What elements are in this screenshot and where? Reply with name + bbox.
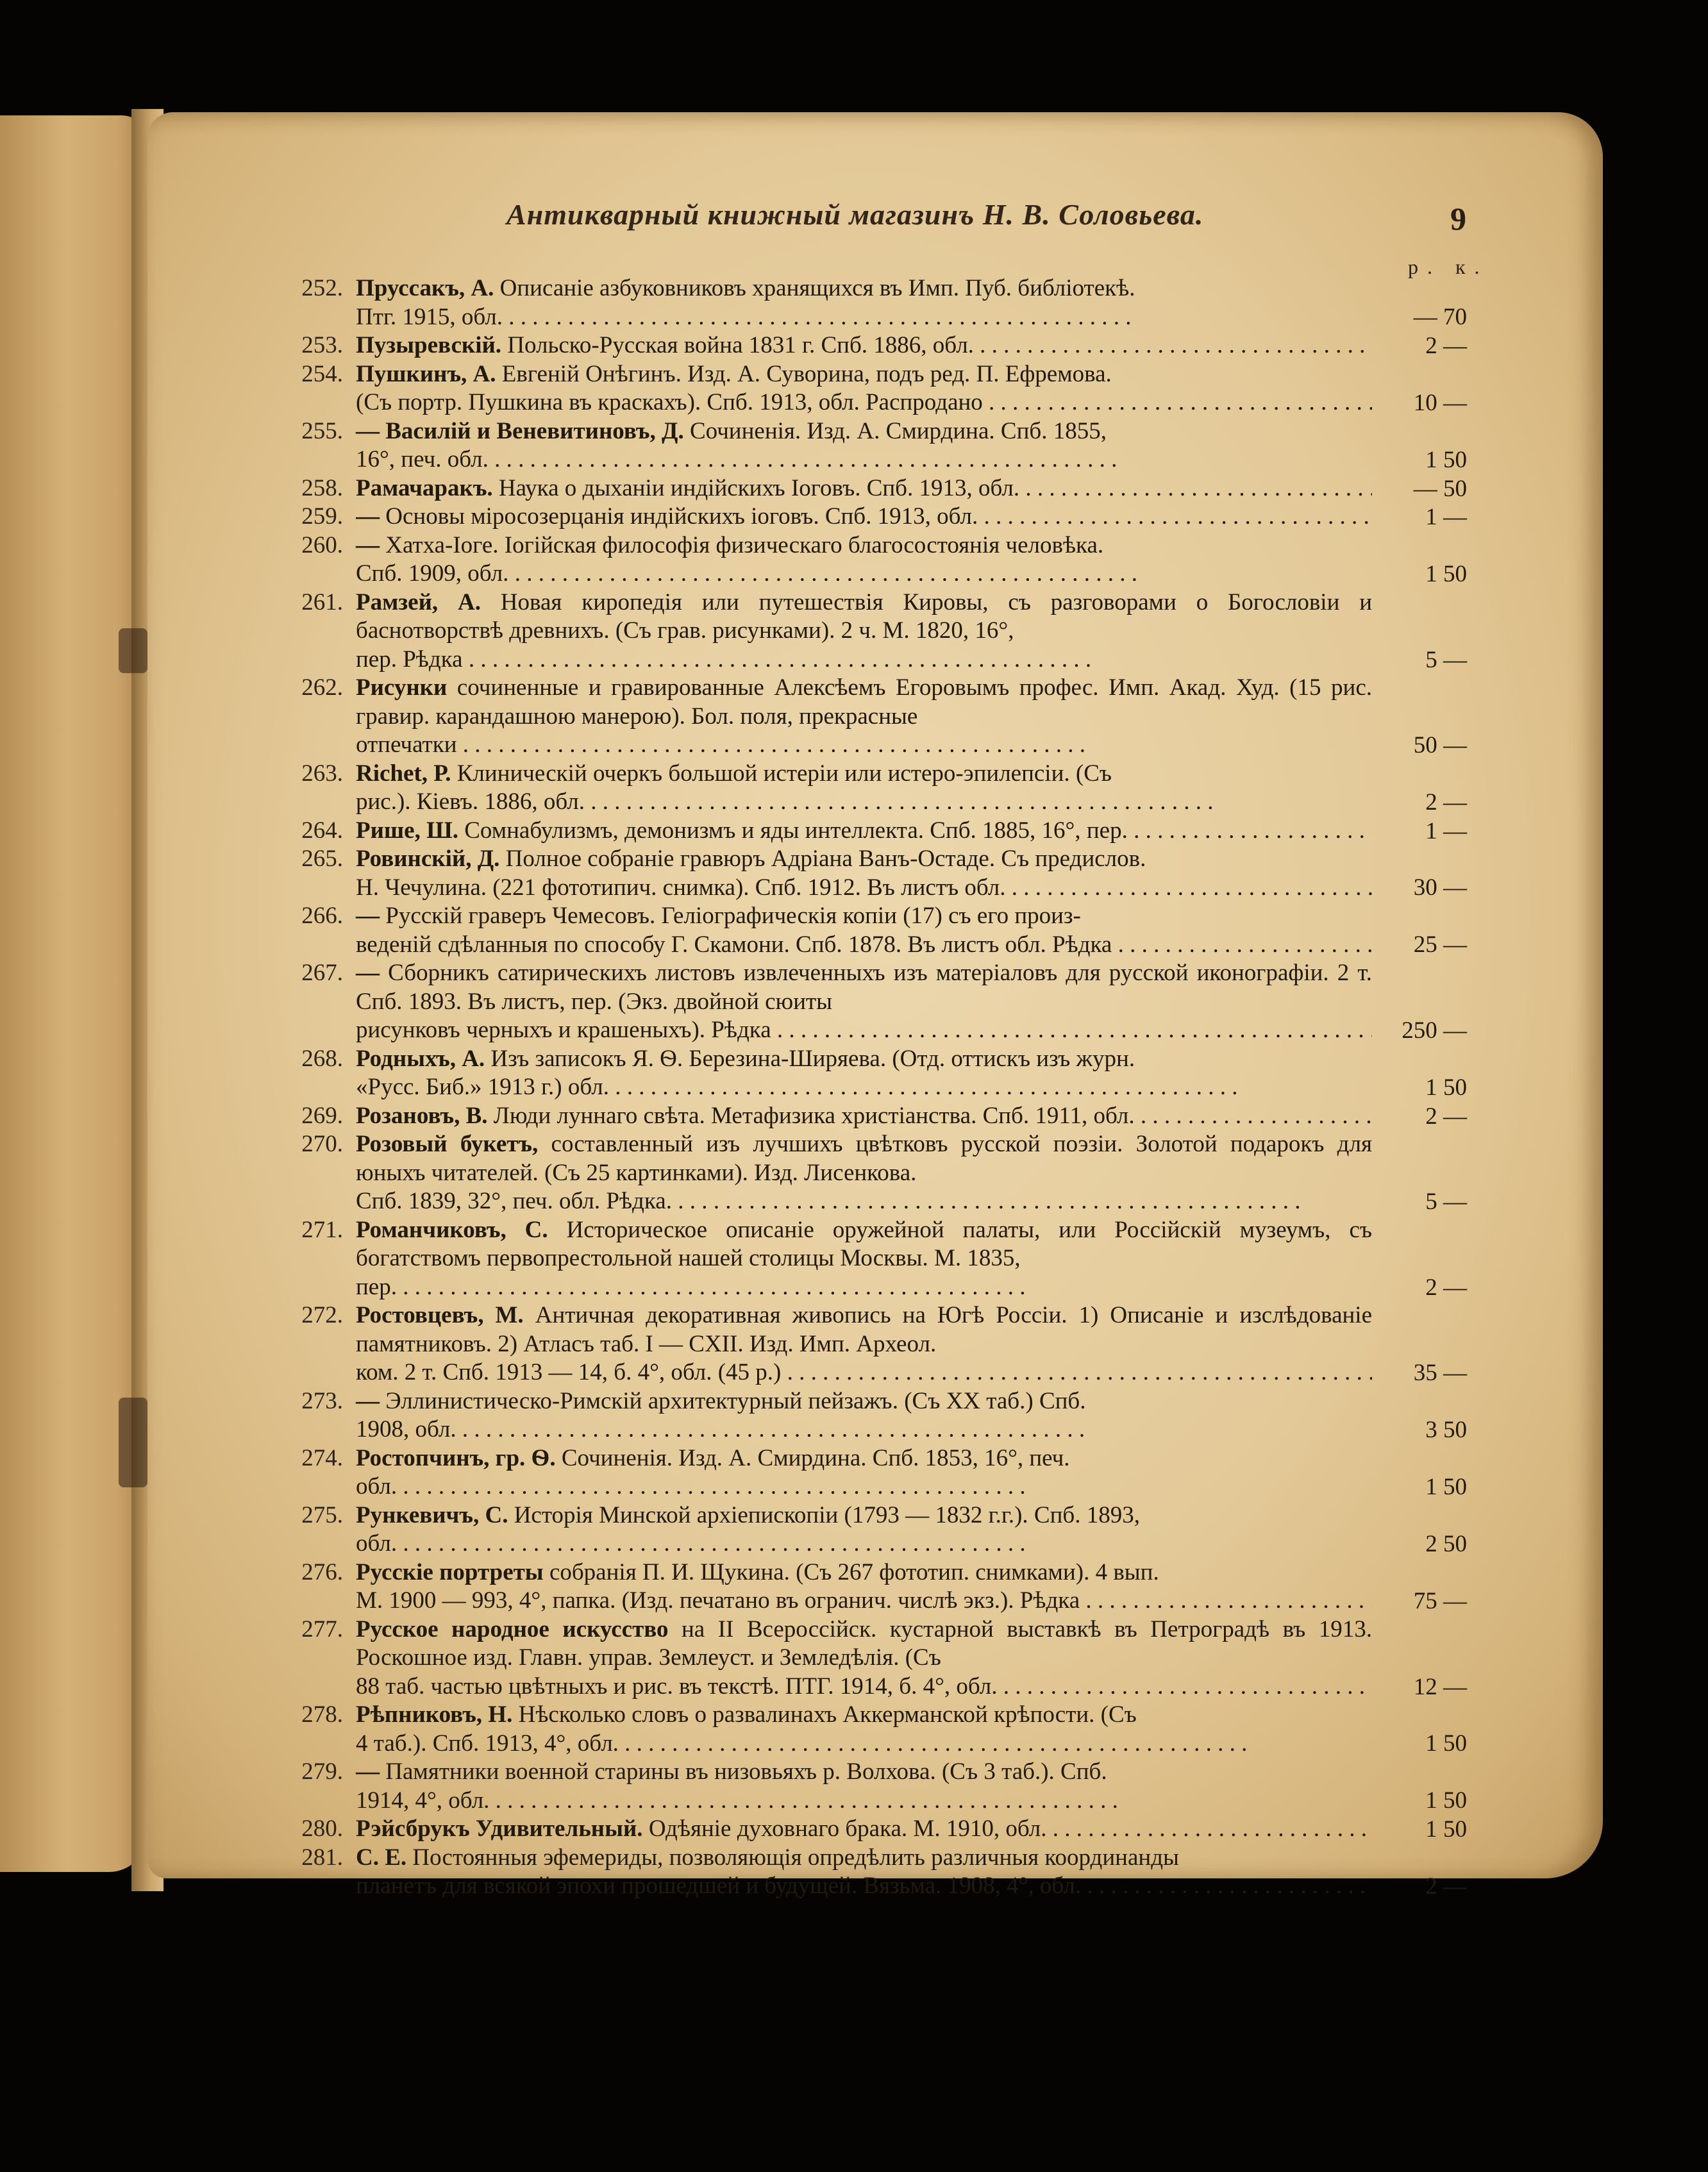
entry-author: Рамачаракъ.: [356, 474, 493, 501]
entry-description: [356, 360, 1372, 417]
entry-price: 5 —: [1425, 646, 1467, 673]
entry-text: Памятники военной старины въ низовьяхъ р. Волхова. (Съ 3 таб.). Спб.: [385, 1758, 1107, 1785]
entry-price: 10 —: [1413, 389, 1467, 416]
entry-number: 274.: [301, 1444, 343, 1471]
catalog-entry: [0, 1045, 1708, 1102]
entry-last-line: обл. . . .: [356, 1473, 1372, 1501]
entry-last-line: М. 1900 — 993, 4°, папка. (Изд. печатано въ огранич. числѣ экз.). Рѣдка . . .: [356, 1587, 1372, 1616]
catalog-entry: [0, 1701, 1708, 1758]
catalog-entry: [0, 1444, 1708, 1501]
entry-description: [356, 1216, 1372, 1302]
entry-number: 276.: [301, 1558, 343, 1585]
entry-number: 265.: [301, 846, 343, 872]
entry-description: [356, 760, 1372, 817]
entry-last-line: пер. . . .: [356, 1273, 1372, 1302]
entry-number: 259.: [301, 503, 343, 530]
entry-price: 1 50: [1425, 1816, 1467, 1842]
entry-author: Пузыревскій.: [356, 332, 502, 358]
entry-author: —: [356, 1387, 380, 1414]
entry-price: 50 —: [1413, 732, 1467, 758]
entry-description: [356, 902, 1372, 959]
entry-text: Новая киропедія или путешествія Кировы, съ разговорами о Богословіи и баснотворствѣ древнихъ. (Съ грав. рисунками). 2 ч. М. 1820, 16°,: [356, 589, 1372, 644]
entry-author: —: [356, 903, 380, 929]
entry-last-line: Основы міросозерцанія индійскихъ іоговъ. Спб. 1913, обл. . . .: [385, 503, 1372, 530]
entry-author: —: [356, 503, 380, 530]
entry-last-line: планетъ для всякой эпохи прошедшей и будущей. Вязьма. 1908, 4°, обл. . . .: [356, 1872, 1372, 1901]
entry-last-line: Наука о дыханіи индійскихъ Іоговъ. Спб. 1913, обл. . . .: [499, 475, 1372, 501]
entry-number: 278.: [301, 1701, 343, 1728]
entry-price: 1 50: [1425, 1787, 1467, 1814]
entry-description: [356, 1045, 1372, 1102]
entry-author: —: [356, 531, 380, 558]
catalog-entry: [0, 331, 1708, 360]
entry-author: С. Е.: [356, 1844, 407, 1871]
entry-author: Розовый букетъ,: [356, 1131, 539, 1157]
entry-description: [356, 474, 1372, 503]
entry-price: 250 —: [1402, 1017, 1467, 1044]
entry-price: 5 —: [1425, 1189, 1467, 1215]
entry-number: 279.: [301, 1758, 343, 1785]
entry-description: [356, 1701, 1372, 1758]
catalog-entry: [0, 1616, 1708, 1701]
entry-number: 266.: [301, 903, 343, 929]
catalog-entry: [0, 845, 1708, 902]
entry-last-line: Птг. 1915, обл. . . .: [356, 303, 1372, 332]
entry-description: [356, 1758, 1372, 1815]
entry-number: 261.: [301, 589, 343, 615]
entry-number: 254.: [301, 360, 343, 387]
page-number: 9: [1450, 201, 1466, 237]
entry-price: 2 50: [1425, 1530, 1467, 1557]
entry-number: 263.: [301, 760, 343, 787]
entry-author: — Василій и Веневитиновъ, Д.: [356, 417, 684, 444]
entry-price: 1 50: [1425, 1074, 1467, 1101]
entry-last-line: Сомнабулизмъ, демонизмъ и яды интеллекта. Спб. 1885, 16°, пер. . . .: [464, 817, 1372, 844]
catalog-entry: [0, 1102, 1708, 1131]
entry-text: Русскій граверъ Чемесовъ. Геліографическія копіи (17) съ его произ-: [385, 903, 1081, 929]
catalog-entry: [0, 274, 1708, 331]
entry-text: составленный изъ лучшихъ цвѣтковъ русской поэзіи. Золотой подарокъ для юныхъ читателей. (Съ 25 картинками). Изд. Лисенкова.: [356, 1131, 1372, 1186]
catalog-entry: [0, 474, 1708, 503]
entry-price: 25 —: [1413, 931, 1467, 958]
entry-number: 281.: [301, 1844, 343, 1871]
entry-number: 270.: [301, 1131, 343, 1157]
entry-text: Описаніе азбуковниковъ хранящихся въ Имп. Пуб. библіотекѣ.: [499, 275, 1135, 301]
entry-price: 2 —: [1425, 1103, 1467, 1130]
catalog-entry: [0, 1216, 1708, 1302]
entry-number: 253.: [301, 332, 343, 358]
entry-last-line: 16°, печ. обл. . . .: [356, 446, 1372, 474]
entry-text: собранія П. И. Щукина. (Съ 267 фототип. снимками). 4 вып.: [549, 1558, 1159, 1585]
entry-number: 260.: [301, 531, 343, 558]
entry-author: Рункевичъ, С.: [356, 1501, 508, 1528]
entry-description: [356, 331, 1372, 360]
entry-text: Клиническій очеркъ большой истеріи или истеро-эпилепсіи. (Съ: [456, 760, 1112, 787]
entry-text: Нѣсколько словъ о развалинахъ Аккерманской крѣпости. (Съ: [518, 1701, 1137, 1728]
entry-author: Розановъ, В.: [356, 1102, 488, 1129]
entry-last-line: отпечатки . . .: [356, 731, 1372, 760]
entry-text: Постоянныя эфемериды, позволяющія опредѣлить различныя координанды: [412, 1844, 1179, 1871]
entry-last-line: 88 таб. частью цвѣтныхъ и рис. въ текстѣ. ПТГ. 1914, б. 4°, обл. . . .: [356, 1673, 1372, 1701]
entry-last-line: 4 таб.). Спб. 1913, 4°, обл. . . .: [356, 1730, 1372, 1758]
catalog-entry: [0, 1815, 1708, 1844]
entry-last-line: «Русс. Биб.» 1913 г.) обл. . . .: [356, 1073, 1372, 1102]
entry-last-line: пер. Рѣдка . . .: [356, 646, 1372, 674]
entry-price: 2 —: [1425, 1873, 1467, 1900]
entry-last-line: веденій сдѣланныя по способу Г. Скамони. Спб. 1878. Въ листъ обл. Рѣдка . . .: [356, 931, 1372, 960]
entry-author: Рисунки: [356, 674, 448, 701]
running-title: Антикварный книжный магазинъ Н. В. Соловьева.: [507, 198, 1204, 231]
entry-price: 1 50: [1425, 1473, 1467, 1500]
entry-description: [356, 1844, 1372, 1901]
entry-number: 264.: [301, 817, 343, 844]
entry-number: 269.: [301, 1102, 343, 1129]
entry-last-line: Люди луннаго свѣта. Метафизика христіанства. Спб. 1911, обл. . . .: [494, 1103, 1372, 1129]
entry-price: — 50: [1413, 475, 1467, 502]
entry-author: Рамзей, А.: [356, 589, 481, 615]
entry-last-line: (Съ портр. Пушкина въ краскахъ). Спб. 1913, обл. Распродано . . .: [356, 388, 1372, 417]
entry-price: 75 —: [1413, 1587, 1467, 1614]
entry-last-line: Спб. 1839, 32°, печ. обл. Рѣдка. . . .: [356, 1187, 1372, 1216]
catalog-entry: [0, 1387, 1708, 1444]
entry-last-line: 1914, 4°, обл. . . .: [356, 1787, 1372, 1816]
entry-price: 2 —: [1425, 1274, 1467, 1301]
catalog-entry: [0, 503, 1708, 531]
entry-price: 1 50: [1425, 1730, 1467, 1757]
entry-author: Романчиковъ, С.: [356, 1216, 548, 1243]
entry-description: [356, 417, 1372, 474]
catalog-entry: [0, 1758, 1708, 1815]
entry-author: Русское народное искусство: [356, 1616, 669, 1642]
entry-description: [356, 1444, 1372, 1501]
entry-description: [356, 1301, 1372, 1387]
catalog-entry: [0, 360, 1708, 417]
entry-author: Рэйсбрукъ Удивительный.: [356, 1816, 643, 1842]
entry-last-line: рисунковъ черныхъ и крашеныхъ). Рѣдка . . .: [356, 1016, 1372, 1045]
entry-number: 280.: [301, 1816, 343, 1842]
catalog-entry: [0, 1501, 1708, 1558]
entry-author: Пушкинъ, А.: [356, 360, 496, 387]
catalog-entry: [0, 1844, 1708, 1901]
entry-price: 30 —: [1413, 874, 1467, 901]
catalog-entry: [0, 760, 1708, 817]
entry-author: —: [356, 960, 380, 986]
entry-description: [356, 274, 1372, 331]
entry-author: Рише, Ш.: [356, 817, 458, 844]
entry-text: сочиненные и гравированные Алексѣемъ Егоровымъ профес. Имп. Акад. Худ. (15 рис. гравир. карандашною манерою). Бол. поля, прекрасные: [356, 674, 1373, 730]
entry-description: [356, 674, 1372, 760]
entry-number: 262.: [301, 674, 343, 701]
entry-description: [356, 589, 1372, 674]
entry-number: 268.: [301, 1045, 343, 1072]
entry-description: [356, 1815, 1372, 1844]
entry-description: [356, 845, 1372, 902]
entry-price: 1 50: [1425, 446, 1467, 473]
entry-description: [356, 1130, 1372, 1216]
entry-text: Сочиненія. Изд. А. Смирдина. Спб. 1855,: [689, 417, 1107, 444]
entry-description: [356, 1102, 1372, 1131]
entry-text: Хатха-Іоге. Іогійская философія физическаго благосостоянія человѣка.: [385, 531, 1104, 558]
entry-text: Сборникъ сатирическихъ листовъ извлеченныхъ изъ матеріаловъ для русской иконографіи. 2 т. Спб. 1893. Въ листъ, пер. (Экз. двойной сюиты: [356, 960, 1373, 1015]
catalog-entry: [0, 1558, 1708, 1616]
entry-description: [356, 531, 1372, 589]
entry-number: 273.: [301, 1387, 343, 1414]
entry-price: 1 —: [1425, 817, 1467, 844]
entry-text: Эллинистическо-Римскій архитектурный пейзажъ. (Съ XX таб.) Спб.: [385, 1387, 1086, 1414]
entry-last-line: Спб. 1909, обл. . . .: [356, 560, 1372, 589]
catalog-entry: [0, 589, 1708, 674]
catalog-entry: [0, 674, 1708, 760]
catalog-entry: [0, 959, 1708, 1045]
entry-number: 271.: [301, 1216, 343, 1243]
entry-text: на II Всероссійск. кустарной выставкѣ въ Петроградѣ въ 1913. Роскошное изд. Главн. управ. Землеуст. и Земледѣлія. (Съ: [356, 1616, 1373, 1671]
entry-text: Античная декоративная живопись на Югѣ Россіи. 1) Описаніе и изслѣдованіе памятниковъ. 2) Атласъ таб. I — CXII. Изд. Имп. Археол.: [356, 1302, 1373, 1357]
entry-price: 35 —: [1413, 1360, 1467, 1386]
entry-description: [356, 1558, 1372, 1616]
entry-number: 252.: [301, 275, 343, 301]
entry-last-line: 1908, обл. . . .: [356, 1416, 1372, 1444]
catalog-entry: [0, 417, 1708, 474]
entry-text: Полное собраніе гравюръ Адріана Ванъ-Остаде. Съ предислов.: [505, 846, 1146, 872]
catalog-entry: [0, 902, 1708, 959]
catalog-entry: [0, 1130, 1708, 1216]
entry-number: 255.: [301, 417, 343, 444]
entry-number: 272.: [301, 1302, 343, 1328]
entry-author: Рѣпниковъ, Н.: [356, 1701, 513, 1728]
catalog-entry: [0, 1301, 1708, 1387]
entry-price: 1 —: [1425, 504, 1467, 530]
entry-last-line: Н. Чечулина. (221 фототипич. снимка). Спб. 1912. Въ листъ обл. . . .: [356, 874, 1372, 903]
entry-author: Ровинскій, Д.: [356, 846, 500, 872]
entry-price: — 70: [1413, 304, 1467, 330]
entry-author: —: [356, 1758, 380, 1785]
entry-text: Изъ записокъ Я. Ѳ. Березина-Ширяева. (Отд. оттискъ изъ журн.: [490, 1045, 1135, 1072]
entry-description: [356, 817, 1372, 846]
entry-text: Сочиненія. Изд. А. Смирдина. Спб. 1853, 16°, печ.: [561, 1444, 1070, 1471]
entry-author: Ростовцевъ, М.: [356, 1302, 524, 1328]
catalog-entries: [0, 274, 1708, 1901]
entry-price: 3 50: [1425, 1416, 1467, 1443]
entry-text: Исторія Минской архіепископіи (1793 — 1832 г.г.). Спб. 1893,: [514, 1501, 1140, 1528]
entry-last-line: ком. 2 т. Спб. 1913 — 14, б. 4°, обл. (45 р.) . . .: [356, 1358, 1372, 1387]
entry-author: Ростопчинъ, гр. Ѳ.: [356, 1444, 556, 1471]
entry-description: [356, 1616, 1372, 1701]
entry-last-line: Одѣяніе духовнаго брака. М. 1910, обл. . . .: [649, 1816, 1372, 1842]
entry-price: 2 —: [1425, 333, 1467, 359]
entry-number: 258.: [301, 474, 343, 501]
entry-number: 277.: [301, 1616, 343, 1642]
entry-author: Пруссакъ, А.: [356, 275, 494, 301]
entry-number: 267.: [301, 960, 343, 986]
entry-last-line: обл. . . .: [356, 1530, 1372, 1558]
entry-price: 2 —: [1425, 789, 1467, 815]
price-column-header: р. к.: [1408, 255, 1489, 278]
catalog-entry: [0, 531, 1708, 589]
entry-description: [356, 1387, 1372, 1444]
catalog-entry: [0, 817, 1708, 846]
entry-description: [356, 959, 1372, 1045]
entry-author: Родныхъ, А.: [356, 1045, 485, 1072]
entry-text: Евгеній Онѣгинъ. Изд. А. Суворина, подъ ред. П. Ефремова.: [501, 360, 1112, 387]
entry-description: [356, 503, 1372, 531]
entry-price: 12 —: [1413, 1673, 1467, 1700]
entry-author: Richet, Р.: [356, 760, 451, 787]
entry-last-line: рис.). Кіевъ. 1886, обл. . . .: [356, 788, 1372, 817]
entry-last-line: Польско-Русская война 1831 г. Спб. 1886, обл. . . .: [507, 332, 1372, 358]
entry-number: 275.: [301, 1501, 343, 1528]
entry-price: 1 50: [1425, 560, 1467, 587]
entry-text: Историческое описаніе оружейной палаты, или Россійскій музеумъ, съ богатствомъ первопрестольной нашей столицы Москвы. М. 1835,: [356, 1216, 1372, 1271]
entry-description: [356, 1501, 1372, 1558]
entry-author: Русскіе портреты: [356, 1558, 544, 1585]
